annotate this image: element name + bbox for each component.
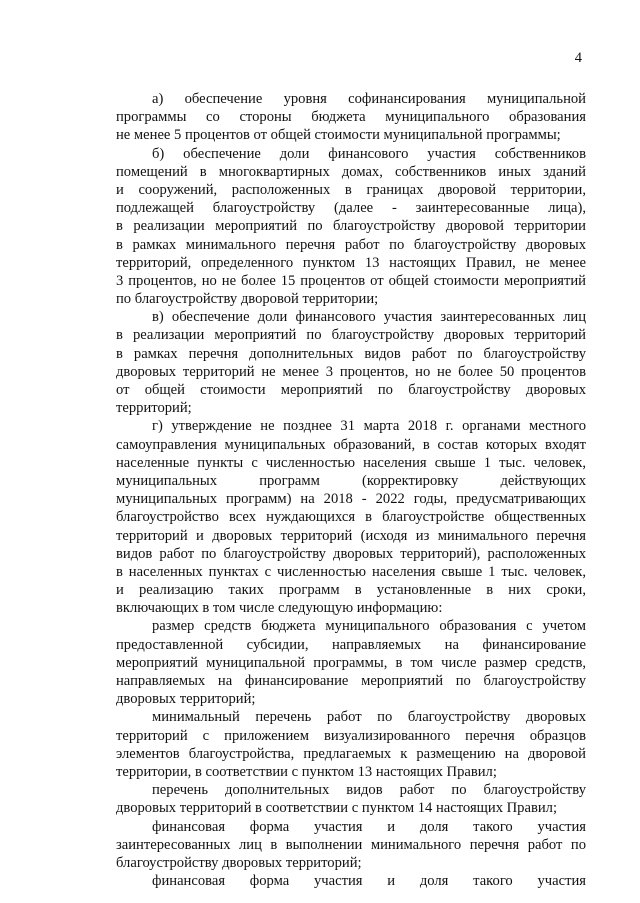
- text-line: территорий, определенного пунктом 13 настоящих Правил, не менее: [116, 254, 586, 271]
- text-line: размер средств бюджета муниципального образования с учетом: [152, 618, 586, 635]
- text-line: программы со стороны бюджета муниципального образования: [116, 109, 586, 126]
- text-line: и сооружений, расположенных в границах дворовой территории,: [116, 181, 586, 198]
- text-line: от общей стоимости мероприятий по благоустройству дворовых: [116, 382, 586, 398]
- text-line: мероприятий муниципальной программы, в том числе размер средств,: [116, 654, 586, 671]
- paragraph: [116, 417, 586, 617]
- text-line: благоустройство всех нуждающихся в благоустройстве общественных: [116, 509, 586, 526]
- text-line: в населенных пунктах с численностью населения свыше 1 тыс. человек,: [116, 563, 586, 580]
- paragraph: [116, 145, 586, 309]
- paragraph: [116, 818, 586, 873]
- text-line: территорий;: [116, 400, 192, 417]
- text-line: помещений в многоквартирных домах, собственников иных зданий: [116, 163, 586, 180]
- text-line: муниципальных программ (корректировку действующих: [116, 472, 586, 489]
- text-line: 3 процентов, но не более 15 процентов от общей стоимости мероприятий: [116, 272, 586, 289]
- text-line: заинтересованных лиц в выполнении минимального перечня работ по: [116, 836, 586, 853]
- text-line: предоставленной субсидии, направляемых на финансирование: [116, 636, 586, 653]
- text-line: финансовая форма участия и доля такого участия: [152, 818, 586, 835]
- text-line: территорий и дворовых территорий (исходя из минимального перечня: [116, 527, 586, 544]
- page-number: 4: [574, 50, 582, 66]
- document-body: [116, 90, 586, 890]
- text-line: элементов благоустройства, предлагаемых к размещению на дворовой: [116, 745, 586, 762]
- paragraph: [116, 781, 586, 817]
- paragraph: [116, 308, 586, 417]
- text-line: в реализации мероприятий по благоустройству дворовых территорий: [116, 327, 586, 344]
- text-line: и реализацию таких программ в установленные в них сроки,: [116, 582, 586, 599]
- text-line: включающих в том числе следующую информацию:: [116, 600, 443, 617]
- text-line: направляемых на финансирование мероприятий по благоустройству: [116, 673, 586, 689]
- text-line: в рамках минимального перечня работ по благоустройству дворовых: [116, 236, 586, 253]
- text-line: благоустройству дворовых территорий;: [116, 854, 362, 871]
- paragraph: [116, 617, 586, 708]
- text-line: территорий с приложением визуализированного перечня образцов: [116, 727, 586, 744]
- text-line: минимальный перечень работ по благоустройству дворовых: [152, 709, 586, 726]
- text-line: б) обеспечение доли финансового участия собственников: [152, 145, 586, 162]
- text-line: в реализации мероприятий по благоустройству дворовой территории: [116, 218, 586, 235]
- text-line: муниципальных программ) на 2018 - 2022 годы, предусматривающих: [116, 491, 586, 508]
- paragraph: [116, 708, 586, 781]
- text-line: подлежащей благоустройству (далее - заинтересованные лица),: [116, 200, 586, 217]
- paragraph: [116, 872, 586, 890]
- text-line: дворовых территорий в соответствии с пунктом 14 настоящих Правил;: [116, 800, 557, 817]
- text-line: г) утверждение не позднее 31 марта 2018 г. органами местного: [152, 418, 586, 435]
- text-line: дворовых территорий;: [116, 691, 256, 708]
- text-line: в) обеспечение доли финансового участия заинтересованных лиц: [152, 309, 586, 326]
- text-line: видов работ по благоустройству дворовых территорий), расположенных: [116, 545, 586, 562]
- text-line: самоуправления муниципальных образований, в состав которых входят: [116, 436, 586, 453]
- text-line: территории, в соответствии с пунктом 13 настоящих Правил;: [116, 763, 497, 780]
- paragraph: [116, 90, 586, 145]
- text-line: населенные пункты с численностью населения свыше 1 тыс. человек,: [116, 454, 586, 471]
- text-line: не менее 5 процентов от общей стоимости муниципальной программы;: [116, 127, 561, 144]
- text-line: а) обеспечение уровня софинансирования муниципальной: [152, 91, 586, 107]
- text-line: перечень дополнительных видов работ по благоустройству: [152, 782, 586, 799]
- text-line: в рамках перечня дополнительных видов работ по благоустройству: [116, 345, 586, 362]
- text-line: по благоустройству дворовой территории;: [116, 291, 379, 308]
- text-line: финансовая форма участия и доля такого участия: [152, 873, 586, 890]
- text-line: дворовых территорий не менее 3 процентов, но не более 50 процентов: [116, 363, 586, 380]
